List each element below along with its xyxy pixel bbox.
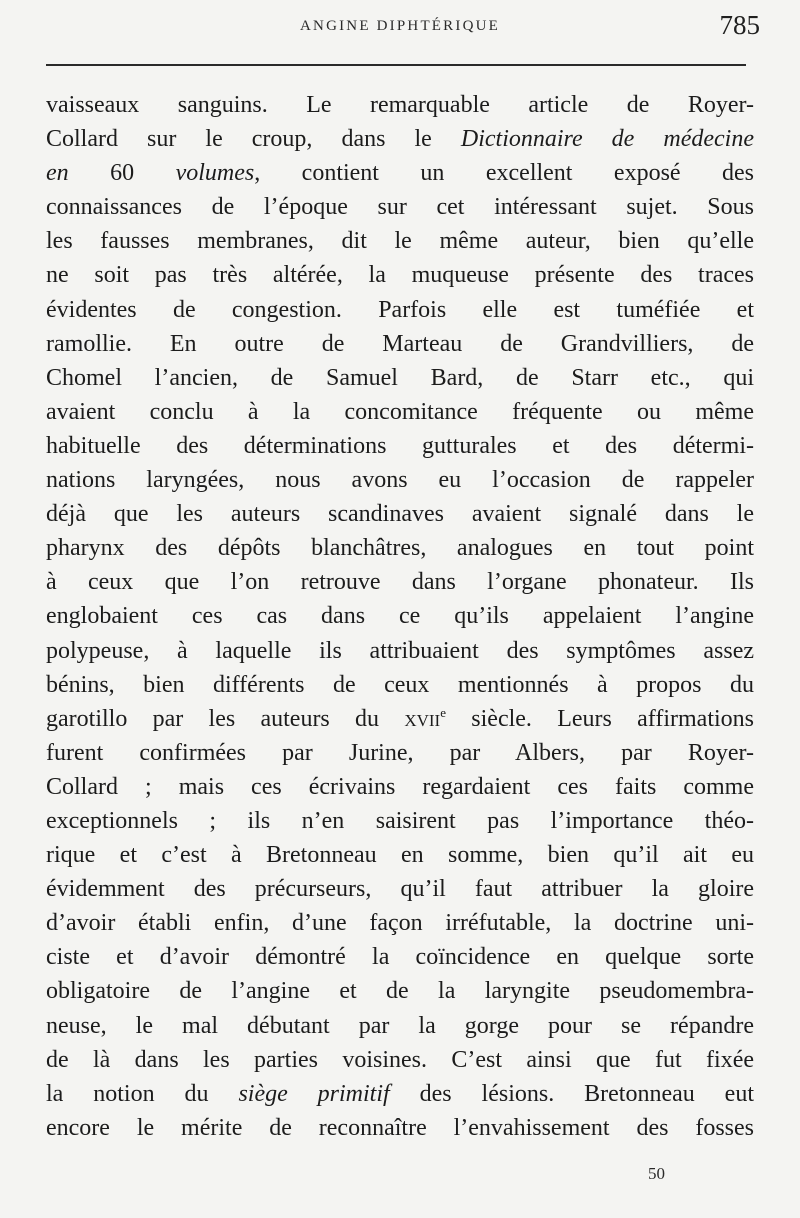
text-line: ramollie. En outre de Marteau de Grandvilliers, de	[46, 330, 754, 357]
text-line: de là dans les parties voisines. C’est ainsi que fut fixée	[46, 1046, 754, 1073]
text-line: pharynx des dépôts blanchâtres, analogues en tout point	[46, 535, 754, 562]
signature-mark: 50	[648, 1164, 665, 1183]
text-line: obligatoire de l’angine et de la laryngite pseudomembra-	[46, 978, 754, 1005]
text-line: exceptionnels ; ils n’en saisirent pas l’importance théo-	[46, 807, 754, 834]
text-line: Collard ; mais ces écrivains regardaient ces faits comme	[46, 773, 754, 800]
text-line: évidemment des précurseurs, qu’il faut attribuer la gloire	[46, 876, 754, 903]
text-line: connaissances de l’époque sur cet intéressant sujet. Sous	[46, 194, 754, 221]
text-line: d’avoir établi enfin, d’une façon irréfutable, la doctrine uni-	[46, 910, 754, 937]
header-rule	[46, 64, 746, 66]
text-line: ne soit pas très altérée, la muqueuse présente des traces	[46, 262, 754, 289]
text-line: polypeuse, à laquelle ils attribuaient des symptômes assez	[46, 637, 754, 664]
body-text	[46, 88, 754, 1145]
text-line: la notion du siège primitif des lésions. Bretonneau eut	[46, 1080, 754, 1107]
text-line: neuse, le mal débutant par la gorge pour se répandre	[46, 1012, 754, 1039]
text-line: vaisseaux sanguins. Le remarquable article de Royer-	[46, 92, 754, 118]
text-line: nations laryngées, nous avons eu l’occasion de rappeler	[46, 467, 754, 494]
text-line: Chomel l’ancien, de Samuel Bard, de Starr etc., qui	[46, 364, 754, 391]
text-line: rique et c’est à Bretonneau en somme, bien qu’il ait eu	[46, 842, 754, 869]
page-number: 785	[719, 10, 760, 40]
text-line: garotillo par les auteurs du xvii$^e$ siècle. Leurs affirmations	[46, 704, 754, 732]
text-line: en 60 volumes, contient un excellent exposé des	[46, 160, 754, 187]
text-line: Collard sur le croup, dans le Dictionnaire de médecine	[46, 126, 754, 153]
text-line: englobaient ces cas dans ce qu’ils appelaient l’angine	[46, 603, 754, 630]
text-line: à ceux que l’on retrouve dans l’organe phonateur. Ils	[46, 569, 754, 596]
text-line: les fausses membranes, dit le même auteur, bien qu’elle	[46, 228, 754, 255]
text-line: habituelle des déterminations gutturales et des détermi-	[46, 432, 754, 459]
text-line: bénins, bien différents de ceux mentionnés à propos du	[46, 671, 754, 698]
text-line: furent confirmées par Jurine, par Albers, par Royer-	[46, 739, 754, 766]
text-line: encore le mérite de reconnaître l’envahissement des fosses	[46, 1114, 754, 1141]
text-line: avaient conclu à la concomitance fréquente ou même	[46, 398, 754, 425]
text-line: ciste et d’avoir démontré la coïncidence en quelque sorte	[46, 944, 754, 971]
text-line: évidentes de congestion. Parfois elle est tuméfiée et	[46, 296, 754, 323]
running-title: ANGINE DIPHTÉRIQUE	[300, 18, 500, 34]
text-line: déjà que les auteurs scandinaves avaient signalé dans le	[46, 501, 754, 528]
running-head	[0, 12, 800, 42]
